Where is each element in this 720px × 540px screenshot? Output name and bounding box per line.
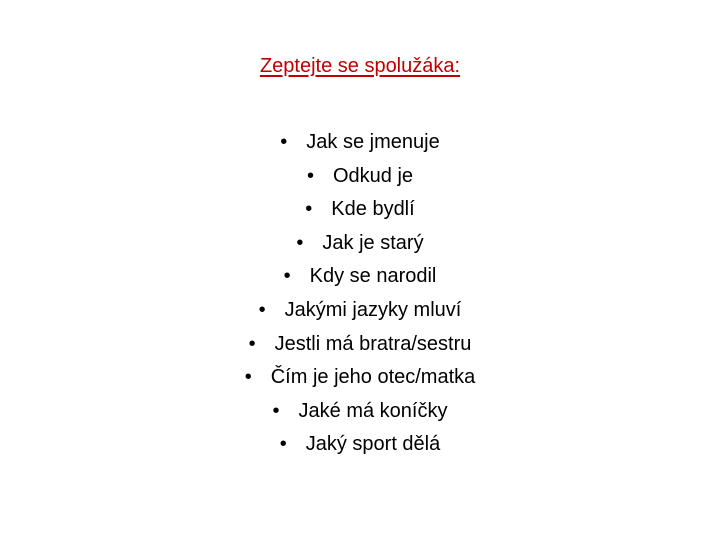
list-item [0,227,720,261]
list-item [0,395,720,429]
list-item-text: Jaký sport dělá [305,433,441,456]
bullet-icon: • [280,131,288,153]
bullet-icon: • [306,164,314,187]
list-item [0,126,720,160]
bullet-icon: • [305,198,313,221]
list-item [0,428,720,462]
bullet-icon: • [283,265,291,288]
list-item-text: Kde bydlí [331,198,415,221]
list-item [0,361,720,395]
slide-title: Zeptejte se spolužáka: [259,55,461,77]
bullet-icon: • [258,298,266,321]
bullet-icon: • [248,332,256,355]
list-item [0,294,720,328]
list-item-text: Jak je starý [322,231,424,254]
bullet-icon: • [296,231,304,254]
list-item-text: Jaké má koníčky [298,399,448,422]
list-item [0,260,720,294]
list-item-text: Jak se jmenuje [306,131,440,153]
bullet-icon: • [279,433,287,456]
list-item-text: Jestli má bratra/sestru [274,332,472,355]
list-item-text: Kdy se narodil [309,265,437,288]
list-item-text: Jakými jazyky mluví [284,298,462,321]
bullet-icon: • [244,366,252,389]
list-item-text: Odkud je [332,164,414,187]
list-item-text: Čím je jeho otec/matka [270,366,476,389]
bullet-icon: • [272,399,280,422]
question-list [0,126,720,462]
list-item [0,160,720,194]
list-item [0,328,720,362]
list-item [0,193,720,227]
